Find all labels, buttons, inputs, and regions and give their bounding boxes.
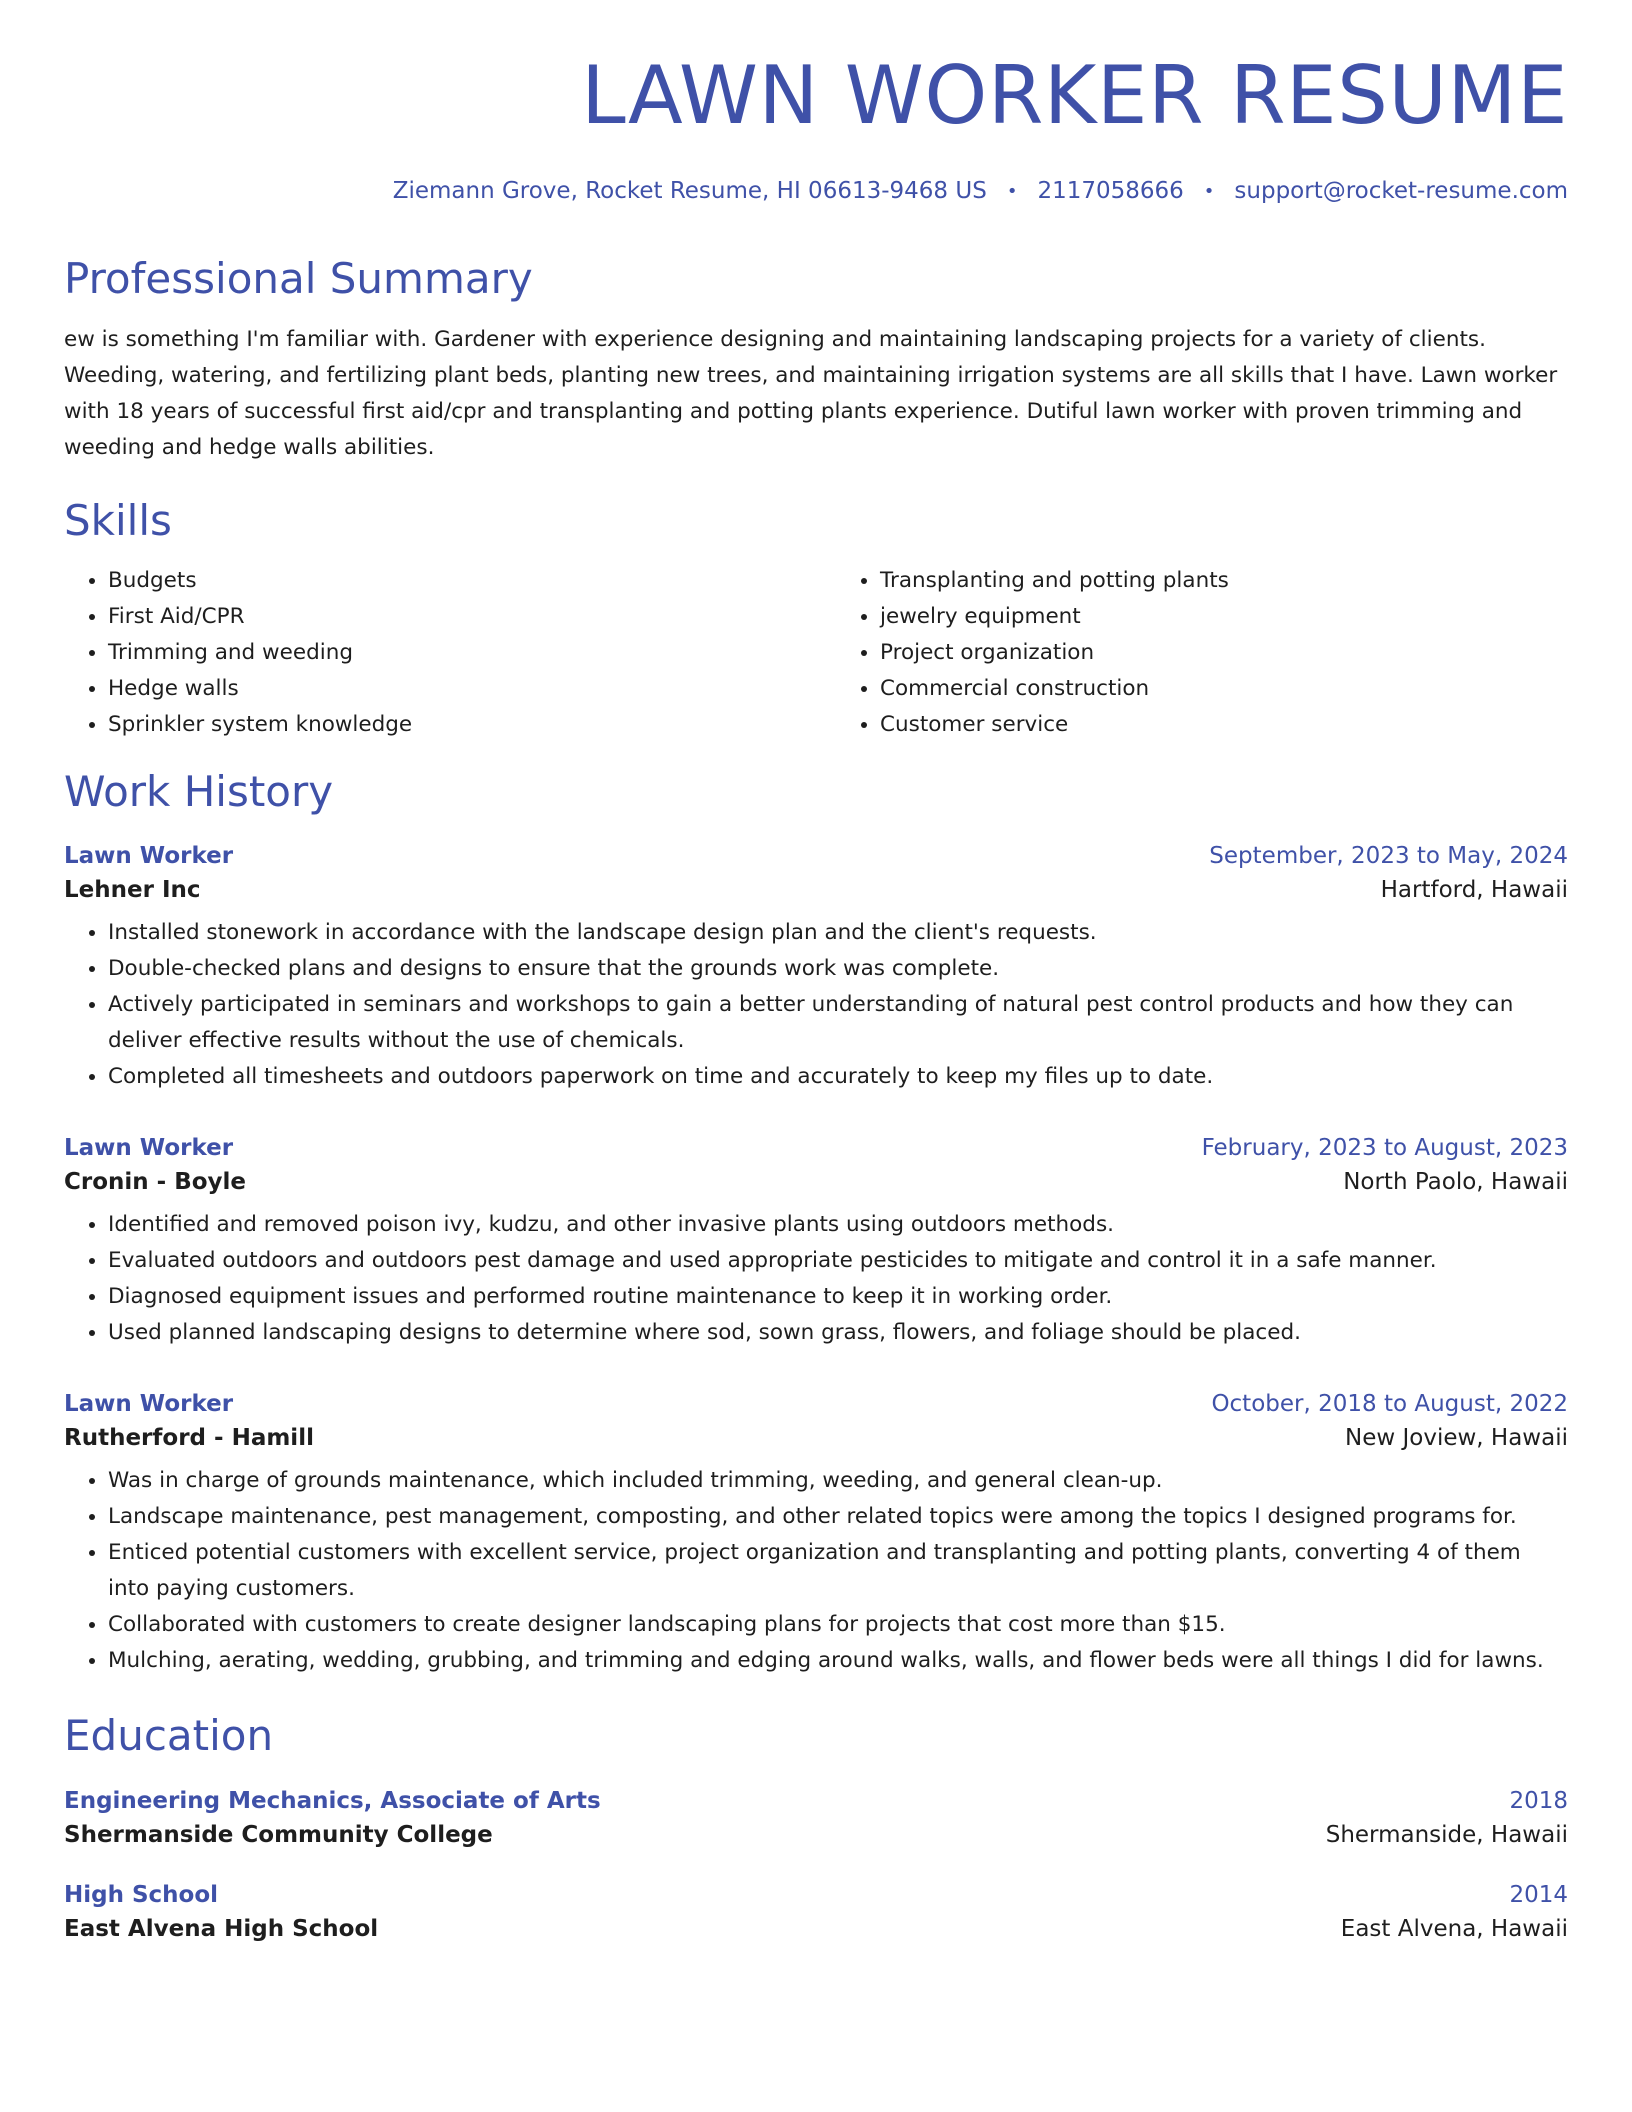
skill-item: • Transplanting and potting plants [880,563,1568,599]
skill-item: • First Aid/CPR [108,599,796,635]
job-bullet: • Diagnosed equipment issues and performed routine maintenance to keep it in working order. [108,1279,1568,1315]
education-entry [64,1788,1568,1848]
contact-phone: 2117058666 [1037,178,1184,204]
job-header-row [64,1135,1568,1161]
job-role: Lawn Worker [64,843,234,870]
skills-list-right [836,563,1568,743]
job-org-row [64,877,1568,903]
job-bullet: • Mulching, aerating, wedding, grubbing, and trimming and edging around walks, walls, and flower beds were all things I did for lawns. [108,1643,1568,1679]
education-year: 2018 [1509,1787,1568,1814]
skill-item: • Project organization [880,635,1568,671]
contact-separator: • [1006,180,1018,202]
skill-item: • Commercial construction [880,671,1568,707]
job-bullet: • Landscape maintenance, pest management, composting, and other related topics were among the topics I designed programs for. [108,1499,1568,1535]
job-company: Lehner Inc [64,877,201,904]
job-bullets [64,1463,1568,1679]
education-year: 2014 [1509,1881,1568,1908]
job-bullets [64,915,1568,1095]
education-school-row [64,1916,1568,1942]
job-bullet: • Completed all timesheets and outdoors paperwork on time and accurately to keep my files up to date. [108,1059,1568,1095]
job-header-row [64,1391,1568,1417]
job-entry [64,1391,1568,1679]
contact-email: support@rocket-resume.com [1234,178,1568,204]
education-location: Shermanside, Hawaii [1325,1821,1568,1848]
job-bullet: • Enticed potential customers with excellent service, project organization and transplanting and potting plants, converting 4 of them into paying customers. [108,1535,1568,1607]
job-bullet: • Used planned landscaping designs to determine where sod, sown grass, flowers, and foliage should be placed. [108,1315,1568,1351]
skill-item: • Sprinkler system knowledge [108,707,796,743]
job-bullet: • Installed stonework in accordance with the landscape design plan and the client's requests. [108,915,1568,951]
contact-line [64,178,1568,204]
education-location: East Alvena, Hawaii [1340,1915,1568,1942]
job-location: North Paolo, Hawaii [1343,1169,1568,1196]
resume-title: LAWN WORKER RESUME [581,49,1568,142]
job-bullets [64,1207,1568,1351]
skill-item: • jewelry equipment [880,599,1568,635]
job-bullet: • Double-checked plans and designs to ensure that the grounds work was complete. [108,951,1568,987]
resume-header [64,49,1568,204]
education-heading: Education [64,1711,274,1761]
job-role: Lawn Worker [64,1135,234,1162]
education-entry [64,1882,1568,1942]
contact-address: Ziemann Grove, Rocket Resume, HI 06613-9468 US [392,178,987,204]
job-org-row [64,1169,1568,1195]
job-entry [64,843,1568,1095]
job-dates: February, 2023 to August, 2023 [1201,1135,1568,1162]
skill-item: • Trimming and weeding [108,635,796,671]
job-company: Rutherford - Hamill [64,1425,314,1452]
job-org-row [64,1425,1568,1451]
skill-item: • Customer service [880,707,1568,743]
job-location: New Joview, Hawaii [1345,1425,1568,1452]
contact-separator: • [1203,180,1215,202]
job-bullet: • Identified and removed poison ivy, kudzu, and other invasive plants using outdoors methods. [108,1207,1568,1243]
job-bullet: • Actively participated in seminars and workshops to gain a better understanding of natural pest control products and how they can deliver effective results without the use of chemicals. [108,987,1568,1059]
education-section [64,1711,1568,1941]
education-school-row [64,1822,1568,1848]
job-location: Hartford, Hawaii [1380,877,1568,904]
skill-item: • Budgets [108,563,796,599]
job-dates: September, 2023 to May, 2024 [1209,843,1568,870]
job-header-row [64,843,1568,869]
job-entry [64,1135,1568,1351]
education-school: Shermanside Community College [64,1821,493,1848]
skills-grid [64,563,1568,743]
education-degree: High School [64,1881,219,1908]
work-history-section [64,767,1568,1679]
summary-text: ew is something I'm familiar with. Gardener with experience designing and maintaining landscaping projects for a variety of clients. Weeding, watering, and fertilizing plant beds, planting new trees, and maintaining irrigation systems are all skills that I have. Lawn worker with 18 years of successful first aid/cpr and transplanting and potting plants experience. Dutiful lawn worker with proven trimming and weeding and hedge walls abilities. [64,327,1558,461]
skills-heading: Skills [64,496,172,546]
education-header-row [64,1788,1568,1814]
job-bullet: • Was in charge of grounds maintenance, which included trimming, weeding, and general clean-up. [108,1463,1568,1499]
education-degree: Engineering Mechanics, Associate of Arts [64,1787,601,1814]
education-header-row [64,1882,1568,1908]
job-bullet: • Evaluated outdoors and outdoors pest damage and used appropriate pesticides to mitigate and control it in a safe manner. [108,1243,1568,1279]
skills-section [64,496,1568,742]
job-role: Lawn Worker [64,1391,234,1418]
skill-item: • Hedge walls [108,671,796,707]
job-dates: October, 2018 to August, 2022 [1211,1391,1568,1418]
job-bullet: • Collaborated with customers to create designer landscaping plans for projects that cost more than $15. [108,1607,1568,1643]
job-company: Cronin - Boyle [64,1169,247,1196]
education-school: East Alvena High School [64,1915,379,1942]
summary-section [64,254,1568,466]
skills-list-left [64,563,796,743]
summary-heading: Professional Summary [64,254,533,303]
work-history-heading: Work History [64,766,334,816]
